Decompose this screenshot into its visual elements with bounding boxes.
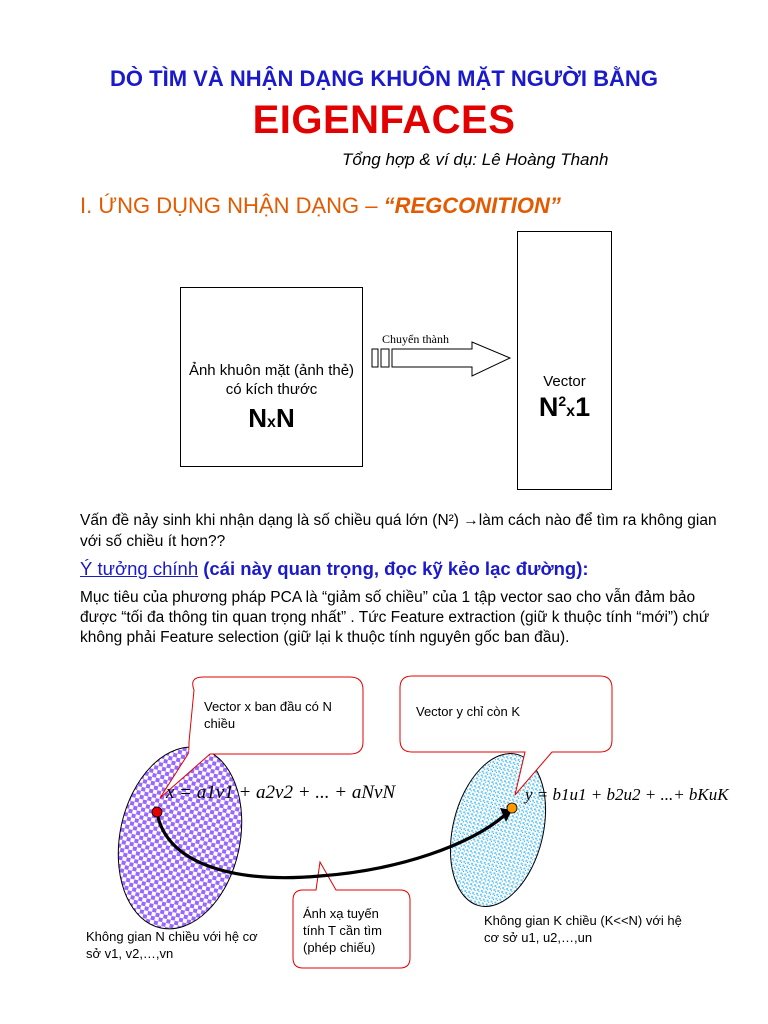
- space-k-ellipse: [435, 743, 560, 916]
- callout-map-text: Ánh xạ tuyến tính T cần tìm (phép chiếu): [303, 906, 383, 955]
- equation-y: y = b1u1 + b2u2 + ...+ bKuK: [525, 785, 729, 804]
- idea-heading-underlined: Ý tưởng chính: [80, 558, 199, 579]
- arrow-label: Chuyển thành: [382, 332, 449, 346]
- face-image-box-label: Ảnh khuôn mặt (ảnh thẻ) có kích thước: [188, 362, 355, 398]
- callout-x-text: [204, 698, 344, 732]
- point-y: [507, 803, 517, 813]
- document-title: EIGENFACES: [252, 98, 516, 142]
- callout-y-text: Vector y chỉ còn K: [416, 704, 521, 719]
- idea-paragraph: Mục tiêu của phương pháp PCA là “giảm số chiều” của 1 tập vector sao cho vẫn đảm bảo được “tối đa thông tin quan trọng nhất” . Tức Feature extraction (giữ k thuộc tính “mới”) chứ không phải Feature selection (giữ lại k thuộc tính nguyên gốc ban đầu).: [80, 589, 710, 646]
- equation-x: x = a1v1 + a2v2 + ... + aNvN: [166, 782, 396, 803]
- point-x: [152, 807, 162, 817]
- callout-x-label: Vector x ban đầu có N chiều: [204, 699, 332, 731]
- idea-heading-rest: (cái này quan trọng, đọc kỹ kẻo lạc đường):: [198, 558, 589, 579]
- block-arrow-icon: [372, 342, 510, 376]
- space-k-label: Không gian K chiều (K<<N) với hệ cơ sở u1, u2,…,un: [484, 913, 682, 945]
- idea-heading: [80, 558, 589, 580]
- problem-text: Vấn đề nảy sinh khi nhận dạng là số chiều quá lớn (N²) →làm cách nào để tìm ra không gian với số chiều ít hơn??: [80, 512, 717, 550]
- face-image-size: NxN: [248, 403, 295, 433]
- section-heading-text: I. ỨNG DỤNG NHẬN DẠNG –: [80, 193, 384, 218]
- space-n-label: Không gian N chiều với hệ cơ sở v1, v2,…,vn: [86, 929, 258, 961]
- vector-formula: $N^2x1$: [538, 392, 591, 422]
- vector-box-label: Vector: [543, 373, 586, 390]
- section-heading-quoted: “REGCONITION”: [383, 193, 561, 218]
- document-author: Tổng hợp & ví dụ: Lê Hoàng Thanh: [342, 150, 609, 169]
- document-subtitle: DÒ TÌM VÀ NHẬN DẠNG KHUÔN MẶT NGƯỜI BẰNG: [110, 66, 658, 91]
- problem-paragraph: [80, 510, 740, 552]
